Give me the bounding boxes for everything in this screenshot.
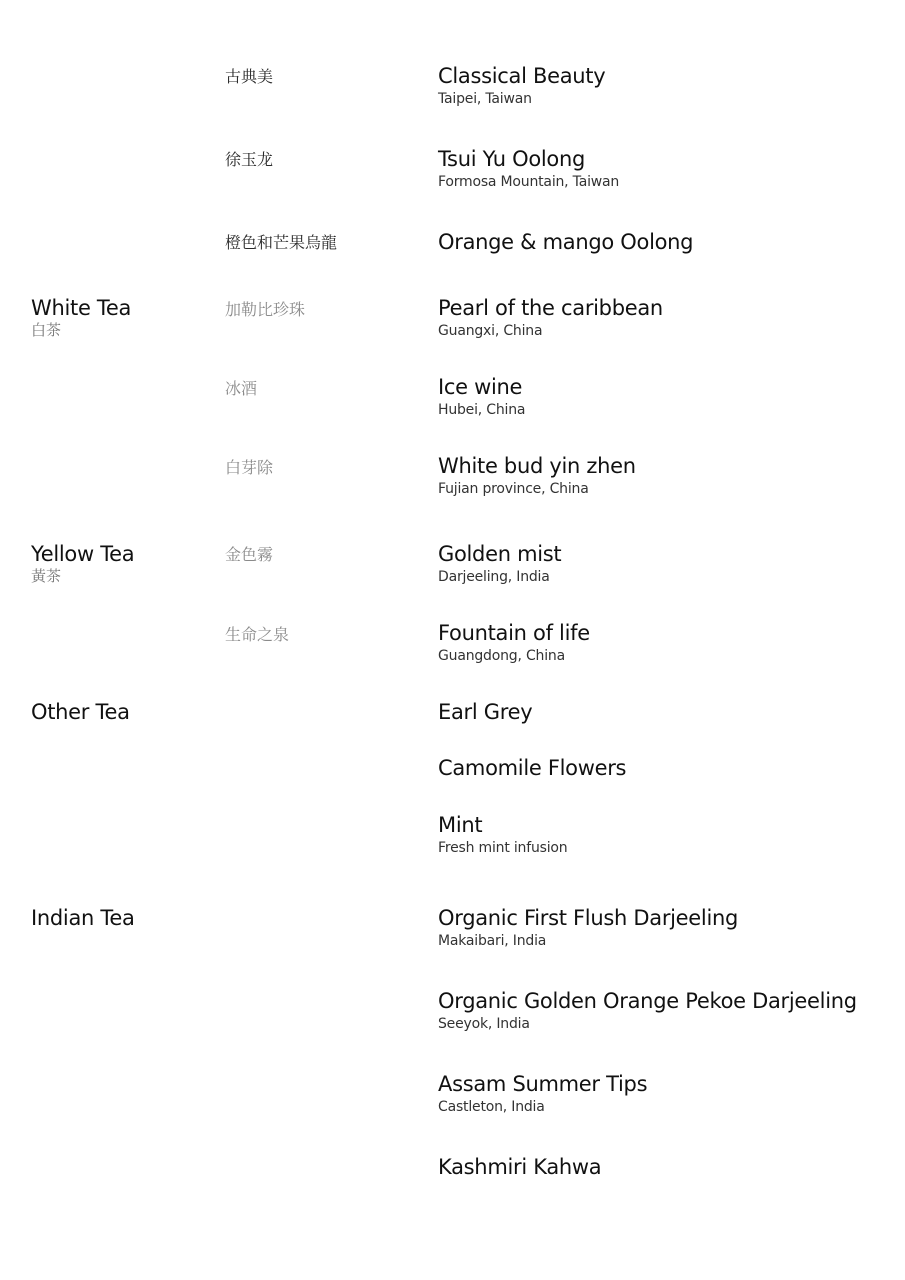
item-origin: Formosa Mountain, Taiwan	[438, 174, 620, 190]
item-name: Assam Summer Tips	[438, 1072, 648, 1096]
category-title: White Tea	[31, 296, 132, 320]
item-origin: Makaibari, India	[438, 933, 547, 949]
item-name: Fountain of life	[438, 621, 590, 645]
menu-item	[438, 542, 561, 586]
item-origin: Fresh mint infusion	[438, 840, 568, 856]
menu-item	[438, 989, 857, 1033]
item-chinese-name: 古典美	[225, 67, 274, 86]
item-name: Kashmiri Kahwa	[438, 1155, 602, 1179]
item-origin: Guangxi, China	[438, 323, 543, 339]
item-origin: Hubei, China	[438, 402, 526, 418]
menu-item	[438, 147, 619, 191]
category-chinese-title: 白茶	[31, 321, 62, 339]
item-name: White bud yin zhen	[438, 454, 636, 478]
category-title: Other Tea	[31, 700, 130, 724]
item-chinese-name: 加勒比珍珠	[225, 300, 306, 319]
menu-item	[438, 64, 605, 108]
menu-item	[438, 454, 636, 498]
menu-item	[438, 375, 525, 419]
menu-item	[438, 621, 590, 665]
item-origin: Castleton, India	[438, 1099, 545, 1115]
category-white-tea	[31, 296, 131, 339]
item-chinese-name: 冰酒	[225, 379, 258, 398]
menu-item	[438, 1072, 647, 1116]
item-name: Golden mist	[438, 542, 562, 566]
item-name: Tsui Yu Oolong	[438, 147, 586, 171]
item-origin: Guangdong, China	[438, 648, 565, 664]
category-chinese-title: 黃茶	[31, 567, 62, 585]
item-name: Orange & mango Oolong	[438, 230, 694, 254]
menu-item	[438, 906, 738, 950]
category-indian-tea	[31, 906, 135, 930]
item-origin: Darjeeling, India	[438, 569, 550, 585]
item-name: Pearl of the caribbean	[438, 296, 663, 320]
item-name: Earl Grey	[438, 700, 533, 724]
item-origin: Seeyok, India	[438, 1016, 530, 1032]
category-title: Yellow Tea	[31, 542, 135, 566]
item-chinese-name: 金色霧	[225, 545, 274, 564]
category-title: Indian Tea	[31, 906, 135, 930]
item-name: Camomile Flowers	[438, 756, 627, 780]
item-name: Mint	[438, 813, 483, 837]
item-origin: Fujian province, China	[438, 481, 589, 497]
category-yellow-tea	[31, 542, 134, 585]
item-chinese-name: 橙色和芒果烏龍	[225, 233, 338, 252]
item-chinese-name: 生命之泉	[225, 625, 290, 644]
menu-item	[438, 813, 567, 857]
item-chinese-name: 徐玉龙	[225, 150, 274, 169]
item-chinese-name: 白芽除	[225, 458, 274, 477]
item-name: Ice wine	[438, 375, 523, 399]
item-name: Organic First Flush Darjeeling	[438, 906, 739, 930]
category-other-tea	[31, 700, 130, 724]
menu-item	[438, 756, 626, 780]
item-origin: Taipei, Taiwan	[438, 91, 532, 107]
menu-item	[438, 700, 532, 724]
menu-item	[438, 296, 663, 340]
menu-item	[438, 1155, 601, 1179]
item-name: Organic Golden Orange Pekoe Darjeeling	[438, 989, 857, 1013]
item-name: Classical Beauty	[438, 64, 606, 88]
menu-item	[438, 230, 693, 254]
